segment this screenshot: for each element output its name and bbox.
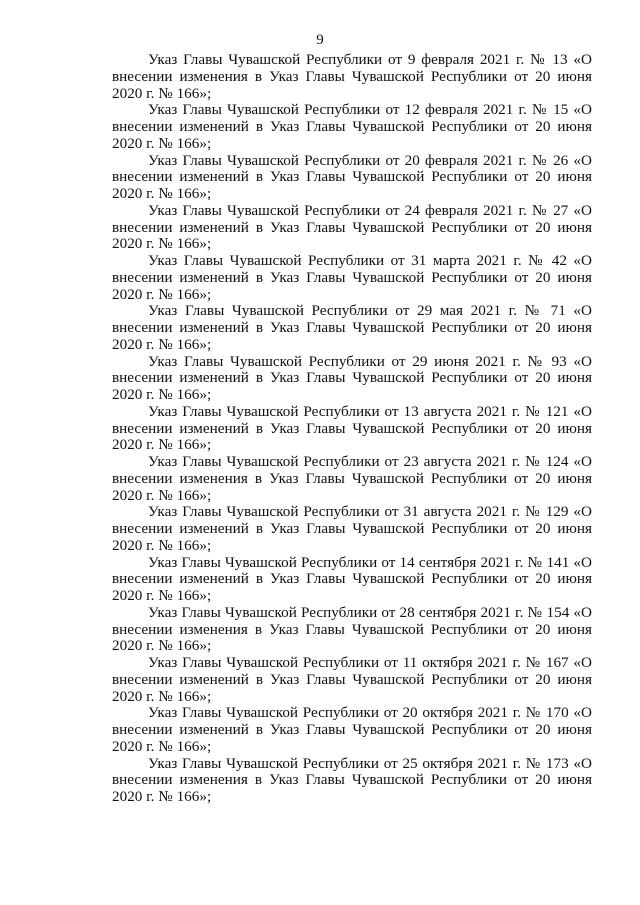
decree-paragraph: Указ Главы Чувашской Республики от 13 августа 2021 г. № 121 «О внесении изменений в Указ Главы Чувашской Республики от 20 июня 2020 г. № 166»; — [112, 402, 592, 454]
decree-paragraph: Указ Главы Чувашской Республики от 25 октября 2021 г. № 173 «О внесении изменения в Указ Главы Чувашской Республики от 20 июня 2020 г. № 166»; — [112, 754, 592, 805]
page-number: 9 — [316, 32, 324, 48]
decree-paragraph: Указ Главы Чувашской Республики от 12 февраля 2021 г. № 15 «О внесении изменений в Указ Главы Чувашской Республики от 20 июня 2020 г. № 166»; — [112, 101, 592, 152]
decree-paragraph: Указ Главы Чувашской Республики от 31 марта 2021 г. № 42 «О внесении изменений в Указ Главы Чувашской Республики от 20 июня 2020 г. № 166»; — [112, 252, 592, 303]
decree-paragraph: Указ Главы Чувашской Республики от 24 февраля 2021 г. № 27 «О внесении изменений в Указ Главы Чувашской Республики от 20 июня 2020 г. № 166»; — [112, 201, 592, 253]
decree-paragraph: Указ Главы Чувашской Республики от 28 сентября 2021 г. № 154 «О внесении изменения в Указ Главы Чувашской Республики от 20 июня 2020 г. № 166»; — [112, 603, 592, 655]
decree-paragraph: Указ Главы Чувашской Республики от 9 февраля 2021 г. № 13 «О внесении изменения в Указ Главы Чувашской Республики от 20 июня 2020 г. № 166»; — [112, 51, 592, 102]
decree-paragraph: Указ Главы Чувашской Республики от 20 февраля 2021 г. № 26 «О внесении изменений в Указ Главы Чувашской Республики от 20 июня 2020 г. № 166»; — [112, 151, 592, 202]
decree-paragraph: Указ Главы Чувашской Республики от 29 июня 2021 г. № 93 «О внесении изменений в Указ Главы Чувашской Республики от 20 июня 2020 г. № 166»; — [112, 352, 592, 403]
decree-paragraph: Указ Главы Чувашской Республики от 31 августа 2021 г. № 129 «О внесении изменений в Указ Главы Чувашской Республики от 20 июня 2020 г. № 166»; — [112, 503, 592, 554]
decree-paragraph: Указ Главы Чувашской Республики от 11 октября 2021 г. № 167 «О внесении изменений в Указ Главы Чувашской Республики от 20 июня 2020 г. № 166»; — [112, 654, 592, 705]
decree-paragraph: Указ Главы Чувашской Республики от 29 мая 2021 г. № 71 «О внесении изменений в Указ Главы Чувашской Республики от 20 июня 2020 г. № 166»; — [112, 302, 592, 353]
decree-paragraph: Указ Главы Чувашской Республики от 23 августа 2021 г. № 124 «О внесении изменения в Указ Главы Чувашской Республики от 20 июня 2020 г. № 166»; — [112, 453, 592, 504]
decree-list — [112, 52, 592, 806]
decree-paragraph: Указ Главы Чувашской Республики от 20 октября 2021 г. № 170 «О внесении изменений в Указ Главы Чувашской Республики от 20 июня 2020 г. № 166»; — [112, 704, 592, 755]
decree-paragraph: Указ Главы Чувашской Республики от 14 сентября 2021 г. № 141 «О внесении изменений в Указ Главы Чувашской Республики от 20 июня 2020 г. № 166»; — [112, 553, 592, 604]
